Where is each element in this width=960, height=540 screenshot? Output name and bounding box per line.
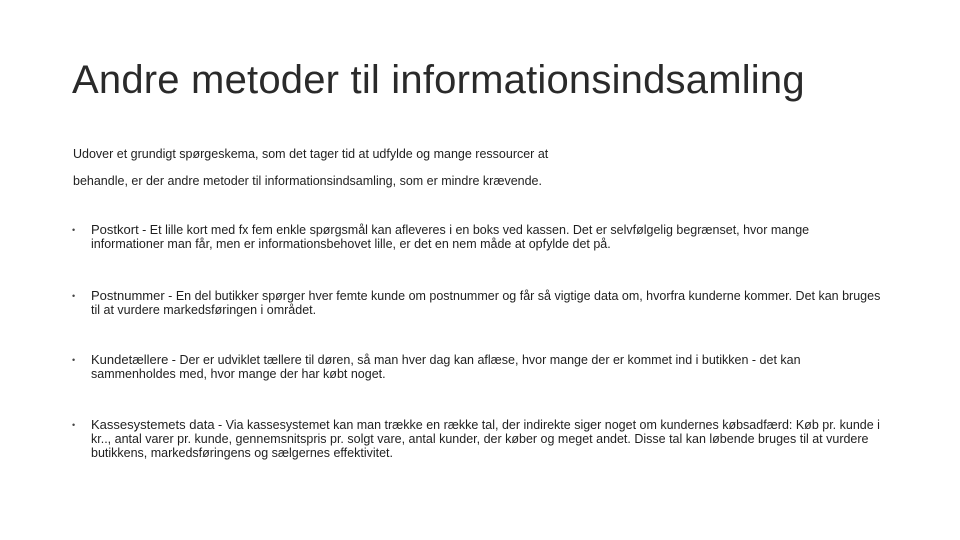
bullet-text: Et lille kort med fx fem enkle spørgsmål kan afleveres i en boks ved kassen. Det er selvfølgelig begrænset, hvor mange informationer man får, men er informationsbehovet lille, er det en nem måde at opfylde det på.: [91, 223, 810, 251]
bullet-separator: -: [214, 418, 226, 432]
bullet-icon: •: [72, 291, 76, 301]
bullet-lead: Kundetællere: [91, 352, 169, 367]
intro-line-2: behandle, er der andre metoder til informationsindsamling, som er mindre krævende.: [73, 174, 542, 188]
bullet-icon: •: [72, 225, 76, 235]
bullet-separator: -: [168, 353, 180, 367]
bullet-separator: -: [138, 223, 150, 237]
bullet-content: [91, 353, 883, 381]
bullet-icon: •: [72, 420, 76, 430]
bullet-content: [91, 418, 883, 460]
bullet-lead: Postkort: [91, 222, 139, 237]
bullet-content: [91, 223, 883, 251]
bullet-text: Der er udviklet tællere til døren, så man hver dag kan aflæse, hvor mange der er kommet ind i butikken - det kan sammenholdes med, hvor mange der har købt noget.: [91, 353, 801, 381]
intro-paragraph: [73, 147, 893, 188]
bullet-text: En del butikker spørger hver femte kunde om postnummer og får så vigtige data om, hvorfra kunderne kommer. Det kan bruges til at vurdere markedsføringen i området.: [91, 289, 881, 317]
bullet-lead: Postnummer: [91, 288, 165, 303]
bullet-content: [91, 289, 883, 317]
bullet-separator: -: [164, 289, 176, 303]
intro-line-1: Udover et grundigt spørgeskema, som det tager tid at udfylde og mange ressourcer at: [73, 147, 549, 161]
bullet-icon: •: [72, 355, 76, 365]
slide-title: Andre metoder til informationsindsamling: [72, 58, 805, 102]
bullet-lead: Kassesystemets data: [91, 417, 215, 432]
bullet-text: Via kassesystemet kan man trække en række tal, der indirekte siger noget om kundernes købsadfærd: Køb pr. kunde i kr.., antal varer pr. kunde, gennemsnitspris pr. solgt vare, antal kunder, der køber og meget andet. Disse tal kan løbende bruges til at vurdere butikkens, markedsføringens og sælgernes effektivitet.: [91, 418, 880, 460]
